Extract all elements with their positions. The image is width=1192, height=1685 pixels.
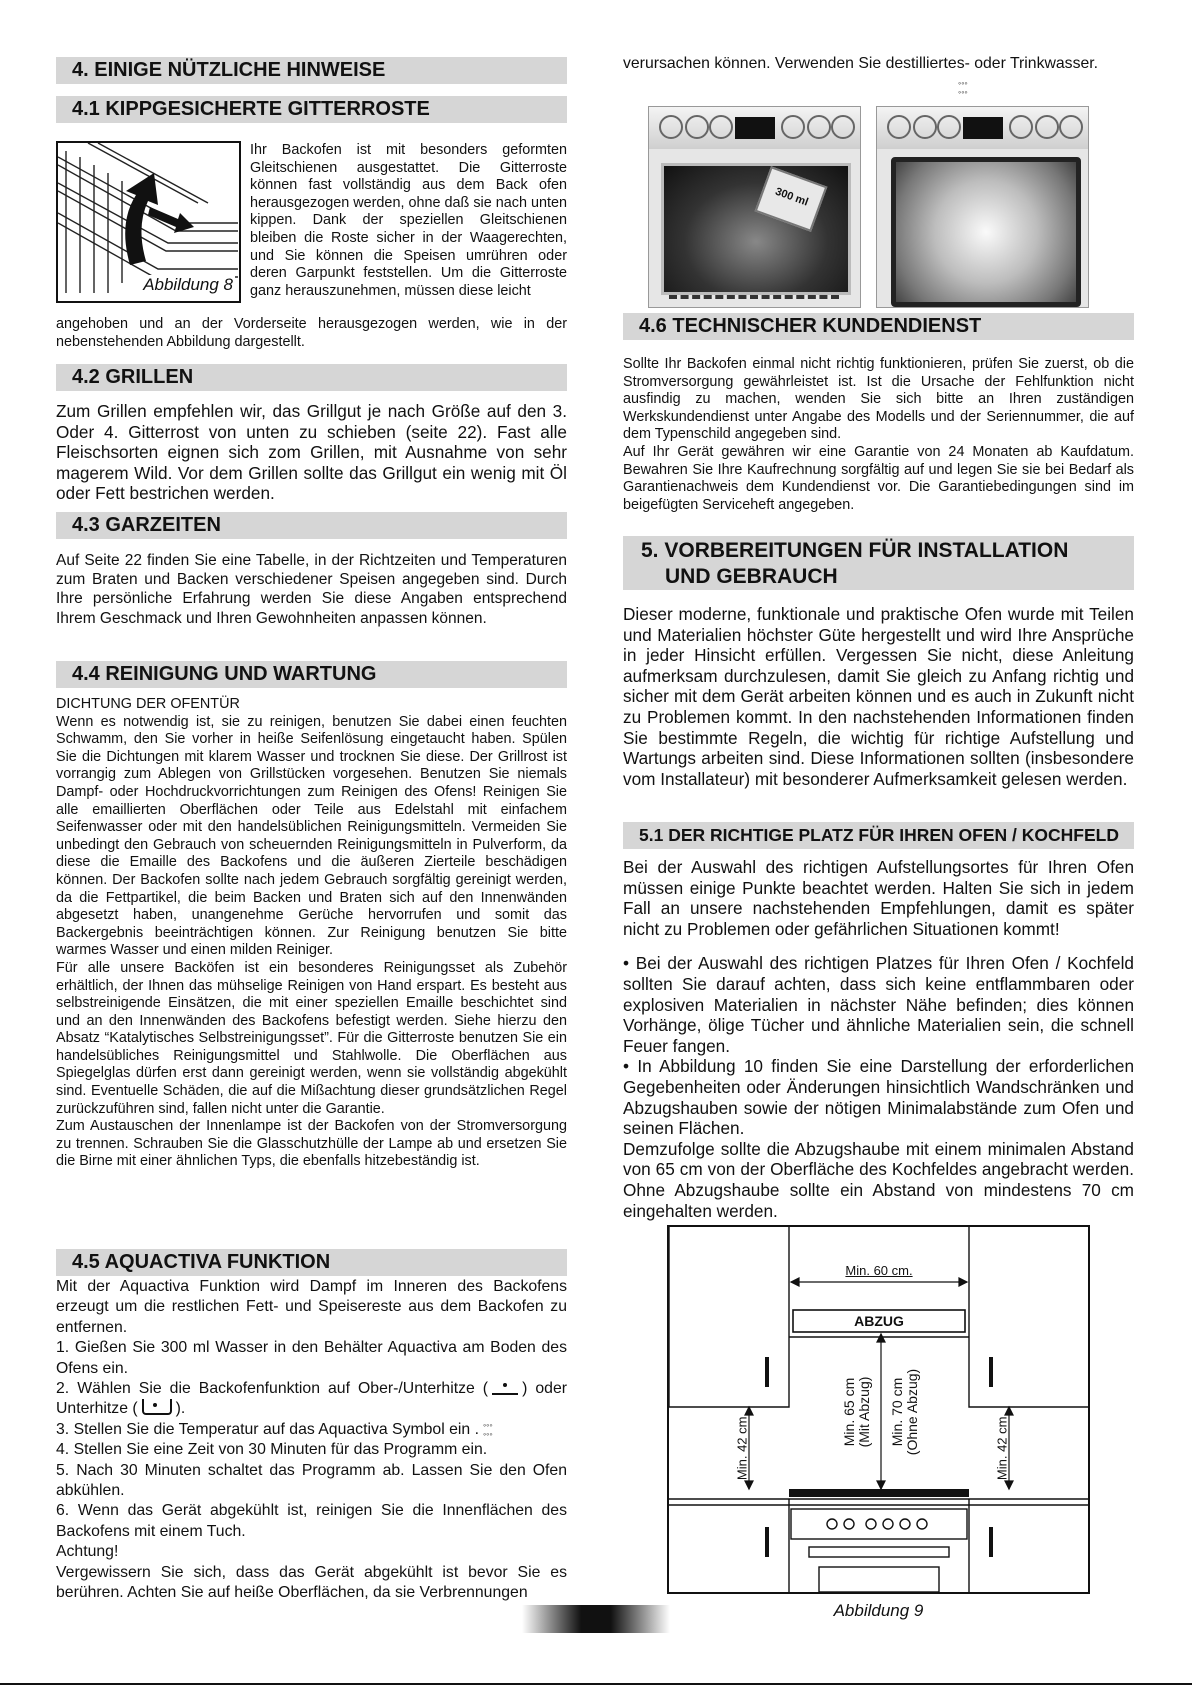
step-2-a: 2. Wählen Sie die Backofenfunktion auf Ober-/Unterhitze (	[56, 1380, 489, 1398]
figure-9-caption: Abbildung 9	[833, 1601, 924, 1620]
para-4-6	[623, 356, 1134, 514]
step-7: Vergewissern Sie sich, dass das Gerät abgekühlt ist bevor Sie es berühren. Achten Sie auf heiße Oberflächen, da sie Verbrennungen	[56, 1563, 567, 1602]
figure-9	[667, 1225, 1090, 1594]
heading-5-1: 5.1 DER RICHTIGE PLATZ FÜR IHREN OFEN / KOCHFELD	[623, 822, 1134, 849]
hood-label: ABZUG	[854, 1313, 904, 1329]
oven-illustration-pour	[648, 106, 861, 308]
heading-5-line2: UND GEBRAUCH	[665, 565, 838, 588]
para-4-2: Zum Grillen empfehlen wir, das Grillgut je nach Größe auf den 3. Oder 4. Gitterrost von unten zu schieben (seite 22). Fast alle Fleischsorten eignen sich zom Grillen, mit Ausnahme von sehr magerem Wild. Vor dem Grillen sollte das Grillgut ein wenig mit Öl oder Fett bestrichen werden.	[56, 401, 567, 504]
step-5: 5. Nach 30 Minuten schaltet das Programm ab. Lassen Sie den Ofen abkühlen.	[56, 1461, 567, 1500]
bullet-2: • In Abbildung 10 finden Sie eine Darstellung der erforderlichen Gegebenheiten oder Änderungen hinsichtlich Wandschränken und Abzugshauben sowie der nötigen Minimalabstände zum Ofen und seinen Flächen.	[623, 1056, 1134, 1139]
heading-4: 4. EINIGE NÜTZLICHE HINWEISE	[56, 57, 567, 84]
aquactiva-icon: ◦◦◦ ◦◦◦	[482, 1419, 493, 1439]
dim-min-42-left: Min. 42 cm.	[734, 1412, 750, 1481]
para-5: Dieser moderne, funktionale und praktische Ofen wurde mit Teilen und Materialien höchster Güte hergestellt und wird Ihre Ansprüche in jeder Hinsicht erfüllen. Vergessen Sie nicht, diese Anleitung aufmerksam durchzulesen, damit Sie gleich zu Anfang richtig und sicher mit dem Gerät arbeiten können und es auch in Zukunft nicht zu Problemen kommt. In den nachstehenden Informationen finden Sie bestimmte Regeln, die wichtig für richtige Aufstellung und Wartungs arbeiten sind. Diese Informationen sollten (insbesondere vom Installateur) mit besonderer Aufmerksamkeit gelesen werden.	[623, 604, 1134, 789]
para-4-5	[56, 1277, 567, 1604]
door-seal-title: DICHTUNG DER OFENTÜR	[56, 696, 240, 712]
para-4-5-intro: Mit der Aquactiva Funktion wird Dampf im Inneren des Backofens erzeugt um die restlichen Fett- und Speisereste aus dem Backofen zu entfernen.	[56, 1278, 567, 1336]
installation-diagram	[669, 1227, 1088, 1592]
para-4-1-side: Ihr Backofen ist mit besonders geformten Gleitschienen ausgestattet. Die Gitterroste können fast vollständig aus dem Back ofen herausgezogen werden, ohne daß sie nach unten kippen. Dank der speziellen Gleitschienen bleiben die Roste sicher in der Waagerechten, und Sie können die Speisen umrühren oder deren Garpunkt feststellen. Um die Gitterroste ganz herauszunehmen, müssen diese leicht	[250, 142, 567, 299]
step-2	[56, 1379, 567, 1420]
step-6: 6. Wenn das Gerät abgekühlt ist, reinigen Sie die Innenflächen des Backofens mit einem Tuch.	[56, 1502, 567, 1540]
para-4-4-a: Wenn es notwendig ist, sie zu reinigen, benutzen Sie dabei einen feuchten Schwamm, den Sie vorher in heiße Seifenlösung eingetaucht haben. Spülen Sie die Dichtungen mit klarem Wasser und trocknen Sie diese. Der Grillrost ist vorrangig zum Ablegen von Grillstücken vorgesehen. Benutzen Sie niemals Dampf- oder Hochdruckvorrichtungen zum Reinigen des Ofens! Reinigen Sie alle emaillierten Oberflächen oder Teile aus Edelstahl mit einfachem Seifenwasser oder mit den handelsüblichen Reinigungsmitteln. Vermeiden Sie unbedingt den Gebrauch von scheuernden Reinigungsmitteln in Pulverform, da diese die Emaille des Backofens und die äußeren Zierteile beschädigen können. Der Backofen sollte nach jedem Gebrauch sorgfältig gereinigt werden, da die Fettpartikel, die beim Backen und Braten sich auf den Innenwänden abgesetzt haben, unangenehme Gerüche hervorrufen und somit das Backergebnis beeinträchtigen können. Zur Reinigung benutzen Sie bitte warmes Wasser und einen milden Reiniger.	[56, 713, 567, 959]
heading-4-3: 4.3 GARZEITEN	[56, 512, 567, 539]
figure-8-caption: Abbildung 8	[143, 275, 233, 294]
para-4-5-cont: verursachen können. Verwenden Sie destilliertes- oder Trinkwasser.	[623, 55, 1099, 72]
water-jug: 300 ml	[755, 166, 828, 232]
dim-min-70	[890, 1342, 920, 1482]
para-5-1	[623, 857, 1134, 1221]
step-3	[56, 1420, 567, 1440]
para-5-1-b: Demzufolge sollte die Abzugshaube mit einem minimalen Abstand von 65 cm von der Oberfläche des Kochfeldes angebracht werden. Ohne Abzugshaube sollte ein Abstand von mindestens 70 cm eingehalten werden.	[623, 1138, 1134, 1221]
dim-mit-abzug-text: (Mit Abzug)	[856, 1376, 872, 1448]
para-4-4-b: Für alle unsere Backöfen ist ein besonderes Reinigungsset als Zubehör erhältlich, der Ihnen das mühselige Reinigen von Hand erspart. Es besteht aus selbstreinigende Einsätzen, die mit einer speziellen Emaille beschichtet sind und an den Innenwänden des Backofens befestigt werden. Siehe hierzu den Absatz “Katalytisches Selbstreinigungsset”. Für die Gitterroste benutzen Sie ein handelsübliches Reinigungsmittel und Stahlwolle. Die Oberflächen aus Spiegelglas dürfen erst dann gereinigt werden, wenn sie vollständig abgekühlt sind. Eventuelle Schäden, die auf die Mißachtung dieser grundsätzlichen Regel zurückzuführen sind, fallen nicht unter die Garantie.	[56, 959, 567, 1117]
oven-illustration-steam	[876, 106, 1089, 308]
step-1: 1. Gießen Sie 300 ml Wasser in den Behälter Aquactiva am Boden des Ofens ein.	[56, 1339, 567, 1377]
step-3-text: 3. Stellen Sie die Temperatur auf das Aquactiva Symbol ein .	[56, 1420, 479, 1438]
para-4-3: Auf Seite 22 finden Sie eine Tabelle, in der Richtzeiten und Temperaturen zum Braten und Backen verschiedener Speisen angegeben sind. Durch Ihre persönliche Erfahrung werden Sie diese Angaben entsprechend Ihrem Geschmack und Ihren Gewohnheiten anpassen können.	[56, 552, 567, 627]
step-2-c: ).	[175, 1400, 186, 1418]
dim-ohne-abzug-text: (Ohne Abzug)	[904, 1368, 920, 1456]
bullet-1: • Bei der Auswahl des richtigen Platzes für Ihren Ofen / Kochfeld sollten Sie darauf achten, dass sich keine entflammbaren oder explosiven Materialien in nächster Nähe befinden; dies können Vorhänge, ölige Tücher und ähnliche Materialien sein, die schnell Feuer fangen.	[623, 953, 1134, 1056]
dim-min-70-text: Min. 70 cm	[889, 1377, 905, 1447]
aquactiva-symbol: ◦◦◦ ◦◦◦	[958, 78, 968, 97]
page-number-bar	[522, 1605, 670, 1633]
heading-4-2: 4.2 GRILLEN	[56, 364, 567, 391]
para-4-4-c: Zum Austauschen der Innenlampe ist der Backofen von der Stromversorgung zu trennen. Schrauben Sie die Glasschutzhülle der Lampe ab und ersetzen Sie die Birne mit einer ähnlichen Typs, die ebenfalls hitzebeständig ist.	[56, 1118, 567, 1170]
para-4-4	[56, 696, 567, 1171]
step-4: 4. Stellen Sie eine Zeit von 30 Minuten für das Programm ein.	[56, 1441, 488, 1459]
para-5-1-a: Bei der Auswahl des richtigen Aufstellungsortes für Ihren Ofen müssen einige Punkte beachtet werden. Halten Sie sich in jedem Fall an unsere nachstehenden Empfehlungen, damit es später nicht zu Problemen oder gefährlichen Situationen kommt!	[623, 857, 1134, 939]
heading-4-4: 4.4 REINIGUNG UND WARTUNG	[56, 661, 567, 688]
oven-display	[735, 117, 775, 139]
top-bottom-heat-icon	[492, 1379, 518, 1395]
warning-label: Achtung!	[56, 1543, 119, 1561]
dim-min-65-text: Min. 65 cm	[841, 1377, 857, 1447]
figure-8	[56, 141, 241, 303]
para-4-1-full: angehoben und an der Vorderseite herausgezogen werden, wie in der nebenstehenden Abbildung dargestellt.	[56, 316, 567, 350]
heading-5	[623, 536, 1134, 590]
heading-4-6: 4.6 TECHNISCHER KUNDENDIENST	[623, 313, 1134, 340]
dim-min-65	[842, 1342, 872, 1482]
heading-4-1: 4.1 KIPPGESICHERTE GITTERROSTE	[56, 96, 567, 123]
heading-4-5: 4.5 AQUACTIVA FUNKTION	[56, 1249, 567, 1276]
para-4-6-b: Auf Ihr Gerät gewähren wir eine Garantie von 24 Monaten ab Kaufdatum. Bewahren Sie Ihre Kaufrechnung sorgfältig auf und legen Sie sie bei Bedarf als Garantienachweis dem Kundendienst vor. Die Garantiebedingungen sind im beigefügten Serviceheft angegeben.	[623, 443, 1134, 513]
step-2-b: ) oder Unterhitze (	[56, 1380, 567, 1418]
para-4-6-a: Sollte Ihr Backofen einmal nicht richtig funktionieren, prüfen Sie zuerst, ob die Stromversorgung gewährleistet ist. Ist die Ursache der Fehlfunktion nicht ausfindig zu machen, wenden Sie sich bitte an Ihren zuständigen Werkskundendienst unter Angabe des Modells und der Seriennummer, die auf dem Typenschild angegeben sind.	[623, 356, 1134, 443]
bottom-heat-icon	[142, 1399, 172, 1415]
heading-5-line1: 5. VORBEREITUNGEN FÜR INSTALLATION	[641, 539, 1069, 562]
dim-min-60: Min. 60 cm.	[845, 1263, 913, 1278]
dim-min-42-right: Min. 42 cm.	[994, 1412, 1010, 1481]
